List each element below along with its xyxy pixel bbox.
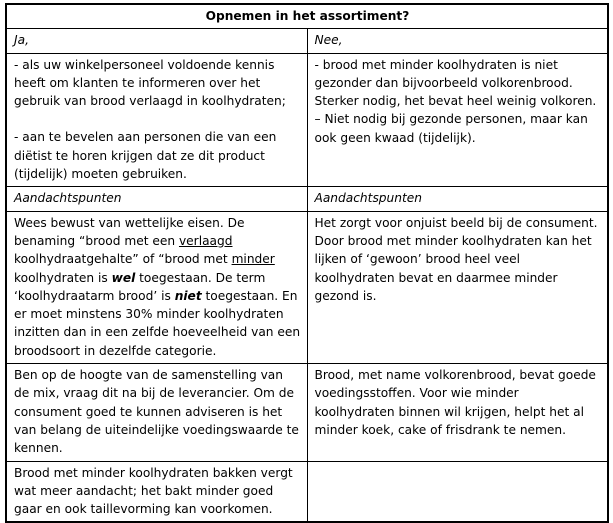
cell-nee-aandachtspunten <box>307 211 608 363</box>
paragraph <box>14 214 301 360</box>
paragraph: - brood met minder koolhydraten is niet gezonder dan bijvoorbeeld volkorenbrood. Sterker nodig, het bevat heel weinig volkoren. – Niet nodig bij gezonde personen, maar kan ook geen kwaad (tijdelijk). <box>314 57 597 145</box>
paragraph: - als uw winkelpersoneel voldoende kennis heeft om klanten te informeren over het gebruik van brood verlaagd in koolhydraten; <box>14 57 286 109</box>
cell-nee-bullets <box>307 53 608 187</box>
text-run: koolhydraatgehalte” of “brood met <box>14 252 232 267</box>
subheader-aandachtspunten-nee: Aandachtspunten <box>307 187 608 211</box>
table-title: Opnemen in het assortiment? <box>6 4 608 29</box>
text-run: koolhydraten is <box>14 270 112 285</box>
cell-ja-aandachtspunten <box>6 211 307 363</box>
underlined-text: minder <box>231 252 275 267</box>
underlined-text: verlaagd <box>178 233 233 248</box>
paragraph: Brood met minder koolhydraten bakken vergt wat meer aandacht; het bakt minder goed gaar en ook taillevorming kan voorkomen. <box>14 465 293 517</box>
emphasised-text: wel <box>111 270 136 285</box>
table-row-title <box>6 4 608 29</box>
paragraph <box>315 214 602 305</box>
cell-ja-samenstelling <box>6 364 307 461</box>
text-run: toegestaan. En er moet minstens 30% minder koolhydraten inzitten dan in een zelfde hoeveelheid van een broodsoort in dezelfde categorie. <box>14 288 301 358</box>
table-row <box>6 53 608 187</box>
table-row <box>6 211 608 363</box>
paragraph: Ben op de hoogte van de samenstelling van de mix, vraag dit na bij de leverancier. Om de consument goed te kunnen adviseren is het van belang de uiteindelijke voedingswaarde te kennen. <box>14 368 299 456</box>
cell-ja-bullets <box>6 53 307 187</box>
paragraph-spacer <box>14 110 301 128</box>
table-row <box>6 461 608 522</box>
column-header-nee: Nee, <box>307 29 608 53</box>
table-body <box>6 4 608 522</box>
emphasised-text: niet <box>174 288 202 303</box>
cell-nee-empty <box>307 461 608 522</box>
cell-nee-voedingsstoffen <box>307 364 608 461</box>
table-row <box>6 364 608 461</box>
text-run: Wees bewust van wettelijke eisen. De benaming “brood met een <box>14 215 245 248</box>
table-row-aandachtspunten-headers <box>6 187 608 211</box>
paragraph: Brood, met name volkorenbrood, bevat goede voedingsstoffen. Voor wie minder koolhydraten binnen wil krijgen, helpt het al minder koek, cake of frisdrank te nemen. <box>314 368 596 437</box>
text-run: toegestaan. De term ‘koolhydraatarm brood’ is <box>14 270 266 303</box>
assortment-table <box>5 3 609 523</box>
cell-ja-bakken <box>6 461 307 522</box>
subheader-aandachtspunten-ja: Aandachtspunten <box>6 187 307 211</box>
table-row-subheaders <box>6 29 608 53</box>
text-run: Het zorgt voor onjuist beeld bij de consument. Door brood met minder koolhydraten kan het lijken of ‘gewoon’ brood heel veel koolhydraten bevat en daarmee minder gezond is. <box>314 215 598 303</box>
column-header-ja: Ja, <box>6 29 307 53</box>
paragraph: - aan te bevelen aan personen die van een diëtist te horen krijgen dat ze dit product (tijdelijk) moeten gebruiken. <box>14 130 277 182</box>
